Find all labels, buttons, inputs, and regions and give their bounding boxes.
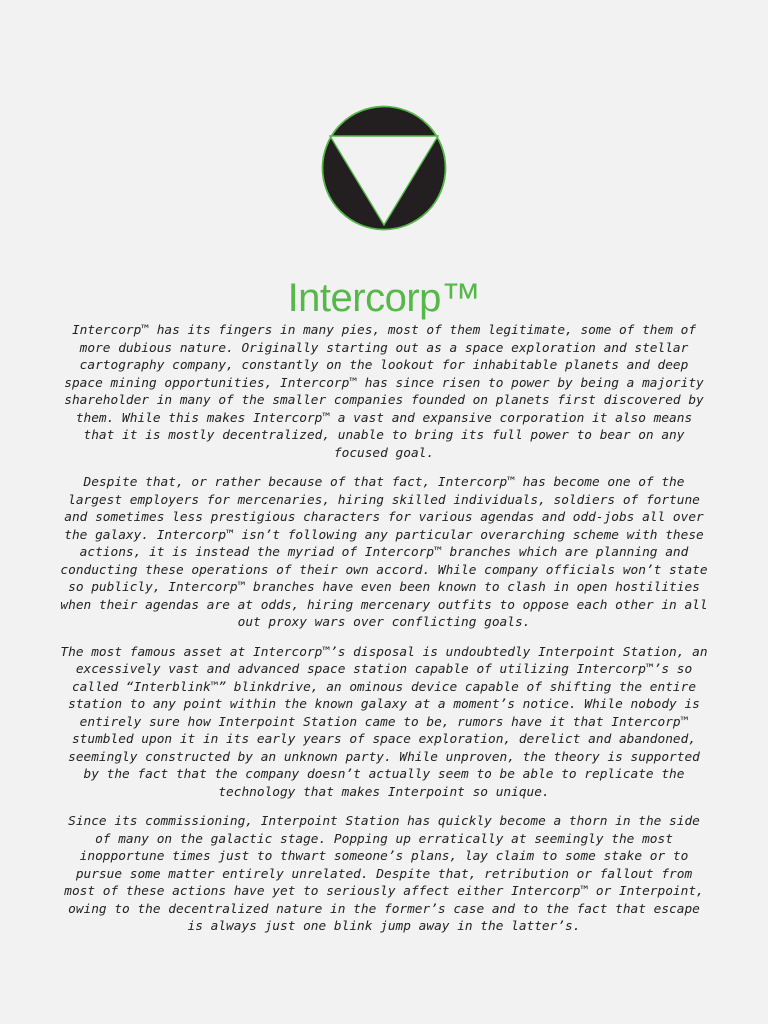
paragraph-3: The most famous asset at Intercorp™’s disposal is undoubtedly Interpoint Station, an excessively vast and advanced space station capable of utilizing Intercorp™’s so called “Interblink™” blinkdrive, an ominous device capable of shifting the entire station to any point within the known galaxy at a moment’s notice. While nobody is entirely sure how Interpoint Station came to be, rumors have it that Intercorp™ stumbled upon it in its early years of space exploration, derelict and abandoned, seemingly constructed by an unknown party. While unproven, the theory is supported by the fact that the company doesn’t actually seem to be able to replicate the technology that makes Interpoint so unique. — [60, 644, 708, 800]
inverted-triangle-circle-logo-icon — [320, 104, 448, 232]
paragraph-1: Intercorp™ has its fingers in many pies, most of them legitimate, some of them of more dubious nature. Originally starting out as a space exploration and stellar cartography company, constantly on the lookout for inhabitable planets and deep space mining opportunities, Intercorp™ has since risen to power by being a majority shareholder in many of the smaller companies founded on planets first discovered by them. While this makes Intercorp™ a vast and expansive corporation it also means that it is mostly decentralized, unable to bring its full power to bear on any focused goal. — [64, 323, 704, 461]
logo-svg — [320, 104, 448, 232]
paragraph-2: Despite that, or rather because of that fact, Intercorp™ has become one of the largest employers for mercenaries, hiring skilled individuals, soldiers of fortune and sometimes less prestigious characters for various agendas and odd-jobs all over the galaxy. Intercorp™ isn’t following any particular overarching scheme with these actions, it is instead the myriad of Intercorp™ branches which are planning and conducting these operations of their own accord. While company officials won’t state so publicly, Intercorp™ branches have even been known to clash in open hostilities when their agendas are at odds, hiring mercenary outfits to oppose each other in all out proxy wars over conflicting goals. — [60, 475, 708, 630]
body-text — [60, 322, 708, 948]
paragraph-4: Since its commissioning, Interpoint Station has quickly become a thorn in the side of many on the galactic stage. Popping up erratically at seemingly the most inopportune times just to thwart someone’s plans, lay claim to some stake or to pursue some matter entirely unrelated. Despite that, retribution or fallout from most of these actions have yet to seriously affect either Intercorp™ or Interpoint, owing to the decentralized nature in the former’s case and to the fact that escape is always just one blink jump away in the latter’s. — [64, 814, 704, 934]
page-title: Intercorp™ — [287, 276, 481, 320]
